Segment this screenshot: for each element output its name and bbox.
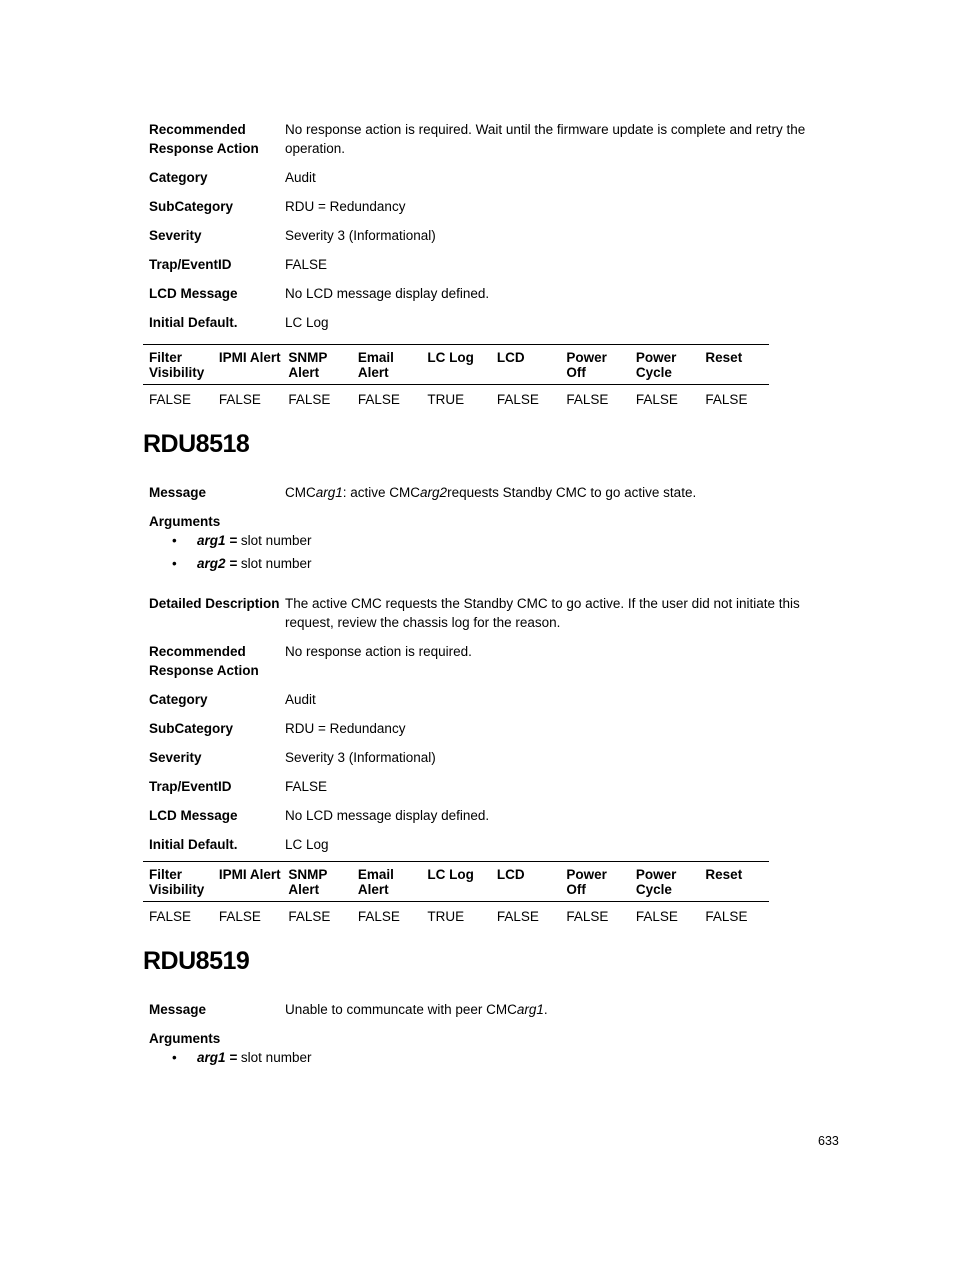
detail-key: Trap/EventID	[149, 257, 232, 272]
column-header: LC Log	[427, 350, 474, 365]
table-cell: FALSE	[566, 909, 609, 924]
table-header-row	[143, 862, 769, 902]
list-item: • arg1 = slot number	[172, 1050, 312, 1065]
detail-value: No LCD message display defined.	[285, 808, 490, 823]
detail-value: RDU = Redundancy	[285, 721, 406, 736]
detail-value: FALSE	[285, 257, 328, 272]
table-cell: FALSE	[218, 909, 261, 924]
detail-key: LCD Message	[149, 286, 238, 301]
detail-value: LC Log	[285, 315, 329, 330]
detail-row	[149, 642, 839, 680]
table-row	[143, 385, 769, 414]
list-item: • arg2 = slot number	[172, 556, 312, 571]
detail-row	[149, 255, 839, 274]
detail-key: Severity	[149, 750, 202, 765]
table-header-row	[143, 345, 769, 385]
table-cell: FALSE	[149, 909, 192, 924]
detail-value: Severity 3 (Informational)	[285, 228, 436, 243]
table-cell: FALSE	[496, 392, 539, 407]
top-details	[149, 120, 839, 332]
column-header: IPMI Alert	[218, 867, 281, 882]
arguments-list	[149, 529, 839, 575]
section-heading-rdu8518: RDU8518	[143, 430, 250, 458]
column-header: LCD	[496, 867, 525, 882]
column-header: SNMP Alert	[288, 867, 328, 897]
table-cell: TRUE	[427, 909, 465, 924]
message-text: Unable to communcate with peer CMCarg1.	[285, 1002, 548, 1017]
detail-value: No response action is required. Wait until the firmware update is complete and retry the operation.	[285, 122, 806, 156]
detail-value: Audit	[285, 692, 316, 707]
detail-key: Arguments	[149, 1031, 221, 1046]
column-header: Power Cycle	[635, 350, 677, 380]
detail-key: Trap/EventID	[149, 779, 232, 794]
message-text: CMCarg1: active CMCarg2requests Standby CMC to go active state.	[285, 485, 697, 500]
detail-key: Recommended Response Action	[149, 644, 259, 678]
detail-value: Audit	[285, 170, 316, 185]
detail-row	[149, 594, 839, 632]
detail-row	[149, 835, 839, 854]
table-cell: FALSE	[705, 392, 748, 407]
detail-value: LC Log	[285, 837, 329, 852]
table-cell: FALSE	[288, 909, 331, 924]
arguments-list	[149, 1046, 839, 1069]
detail-row	[149, 313, 839, 332]
detail-key: Initial Default.	[149, 837, 238, 852]
column-header: SNMP Alert	[288, 350, 328, 380]
detail-key: Recommended Response Action	[149, 122, 259, 156]
detail-key: SubCategory	[149, 721, 234, 736]
column-header: Email Alert	[357, 350, 394, 380]
table-cell: FALSE	[218, 392, 261, 407]
detail-value: No response action is required.	[285, 644, 472, 659]
detail-key: Category	[149, 692, 208, 707]
table-cell: FALSE	[566, 392, 609, 407]
detail-value: Severity 3 (Informational)	[285, 750, 436, 765]
message-row	[149, 1000, 839, 1019]
flags-table	[143, 344, 769, 413]
detail-value: RDU = Redundancy	[285, 199, 406, 214]
column-header: LC Log	[427, 867, 474, 882]
detail-key: Severity	[149, 228, 202, 243]
detail-value: FALSE	[285, 779, 328, 794]
column-header: Power Cycle	[635, 867, 677, 897]
column-header: LCD	[496, 350, 525, 365]
column-header: Reset	[705, 350, 743, 365]
table-cell: FALSE	[496, 909, 539, 924]
detail-key: Message	[149, 485, 207, 500]
detail-key: Detailed Description	[149, 596, 280, 611]
column-header: Filter Visibility	[149, 350, 205, 380]
detail-value: No LCD message display defined.	[285, 286, 490, 301]
detail-row	[149, 690, 839, 709]
detail-key: SubCategory	[149, 199, 234, 214]
table-cell: TRUE	[427, 392, 465, 407]
detail-key: Initial Default.	[149, 315, 238, 330]
detail-key: Category	[149, 170, 208, 185]
table-cell: FALSE	[357, 392, 400, 407]
table-cell: FALSE	[288, 392, 331, 407]
column-header: IPMI Alert	[218, 350, 281, 365]
detail-row	[149, 168, 839, 187]
section-heading-rdu8519: RDU8519	[143, 947, 250, 975]
detail-row	[149, 120, 839, 158]
table-cell: FALSE	[635, 392, 678, 407]
table-cell: FALSE	[705, 909, 748, 924]
detail-row	[149, 226, 839, 245]
column-header: Email Alert	[357, 867, 394, 897]
rdu8518-details	[149, 483, 839, 854]
detail-key: LCD Message	[149, 808, 238, 823]
column-header: Power Off	[566, 867, 607, 897]
detail-row	[149, 777, 839, 796]
detail-row	[149, 748, 839, 767]
detail-row	[149, 719, 839, 738]
column-header: Power Off	[566, 350, 607, 380]
table-cell: FALSE	[149, 392, 192, 407]
detail-key: Arguments	[149, 514, 221, 529]
table-cell: FALSE	[357, 909, 400, 924]
column-header: Filter Visibility	[149, 867, 205, 897]
detail-key: Message	[149, 1002, 207, 1017]
page-number: 633	[818, 1134, 839, 1148]
rdu8519-details	[149, 1000, 839, 1069]
flags-table	[143, 861, 769, 930]
detail-row	[149, 197, 839, 216]
detail-value: The active CMC requests the Standby CMC to go active. If the user did not initiate this request, review the chassis log for the reason.	[285, 596, 800, 630]
detail-row	[149, 284, 839, 303]
list-item: • arg1 = slot number	[172, 533, 312, 548]
column-header: Reset	[705, 867, 743, 882]
message-row	[149, 483, 839, 502]
detail-row	[149, 806, 839, 825]
table-cell: FALSE	[635, 909, 678, 924]
table-row	[143, 902, 769, 931]
